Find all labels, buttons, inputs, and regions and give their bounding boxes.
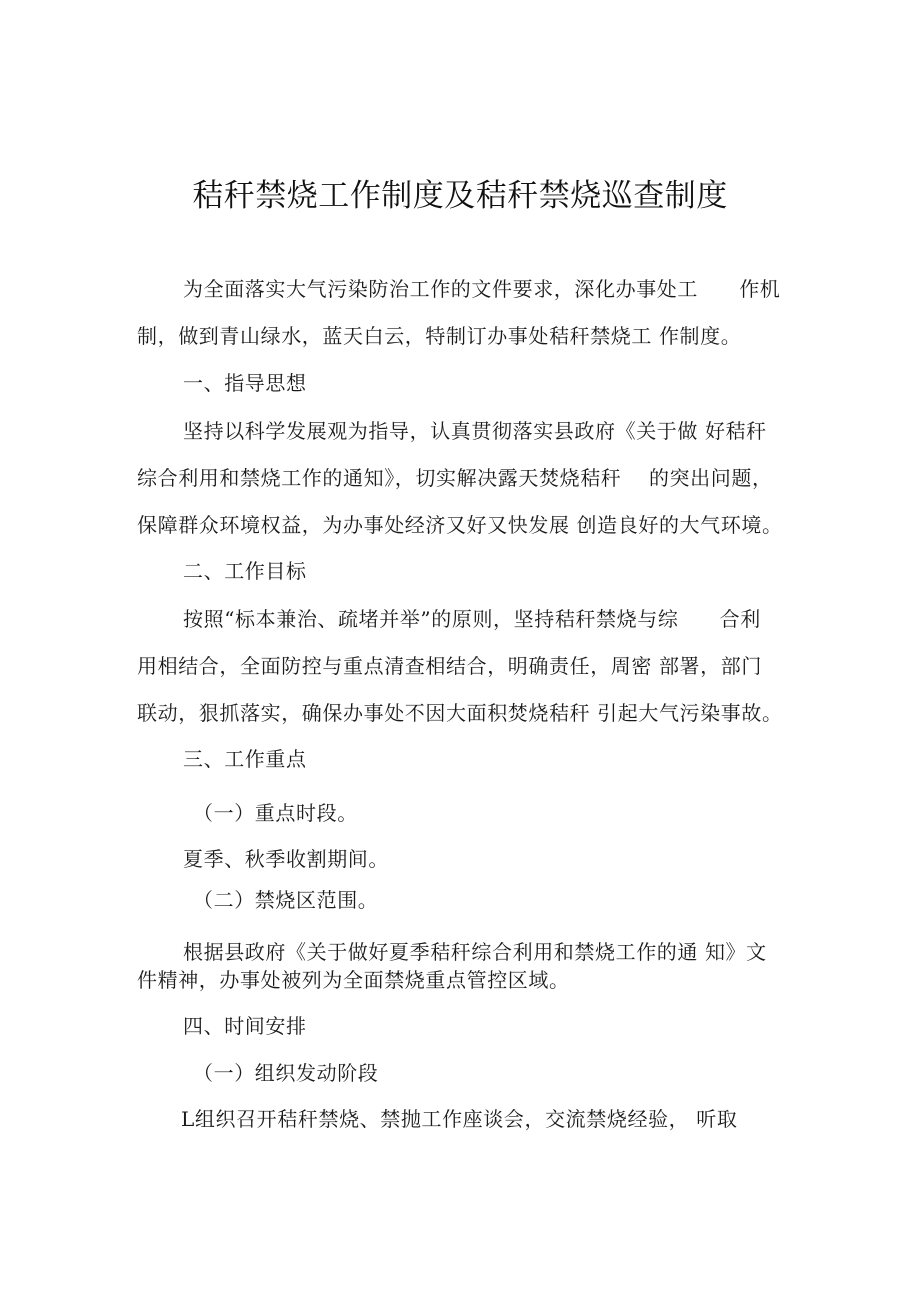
document-title: 秸秆禁烧工作制度及秸秆禁烧巡查制度 (192, 178, 728, 214)
paragraph-line: L组织召开秸秆禁烧、禁抛工作座谈会，交流禁烧经验， 听取 (181, 1107, 738, 1131)
subsection-heading: （一）重点时段。 (193, 801, 358, 825)
section-heading: 三、工作重点 (183, 747, 307, 771)
paragraph-line: 件精神，办事处被列为全面禁烧重点管控区域。 (137, 968, 570, 992)
paragraph-line: 制，做到青山绿水，蓝天白云，特制订办事处秸秆禁烧工 作制度。 (137, 324, 742, 348)
subsection-heading: （一）组织发动阶段 (193, 1061, 379, 1085)
paragraph-line: 保障群众环境权益，为办事处经济又好又快发展 创造良好的大气环境。 (137, 513, 783, 537)
paragraph-line: 夏季、秋季收割期间。 (183, 847, 389, 871)
paragraph-line: 为全面落实大气污染防治工作的文件要求，深化办事处工 作机 (183, 277, 781, 301)
section-heading: 四、时间安排 (183, 1014, 307, 1038)
paragraph-line: 用相结合，全面防控与重点清查相结合，明确责任，周密 部署，部门 (137, 654, 762, 678)
paragraph-line: 综合利用和禁烧工作的通知》，切实解决露天焚烧秸秆 的突出问题， (137, 466, 773, 490)
section-heading: 一、指导思想 (183, 371, 307, 395)
paragraph-line: 根据县政府《关于做好夏季秸秆综合利用和禁烧工作的通 知》文 (183, 940, 767, 964)
subsection-heading: （二）禁烧区范围。 (193, 888, 379, 912)
paragraph-line: 联动，狠抓落实，确保办事处不因大面积焚烧秸秆 引起大气污染事故。 (137, 701, 783, 725)
paragraph-line: 坚持以科学发展观为指导，认真贯彻落实县政府《关于做 好秸秆 (183, 419, 767, 443)
paragraph-line: 按照“标本兼治、疏堵并举”的原则，坚持秸秆禁烧与综 合利 (183, 607, 761, 631)
section-heading: 二、工作目标 (183, 559, 307, 583)
